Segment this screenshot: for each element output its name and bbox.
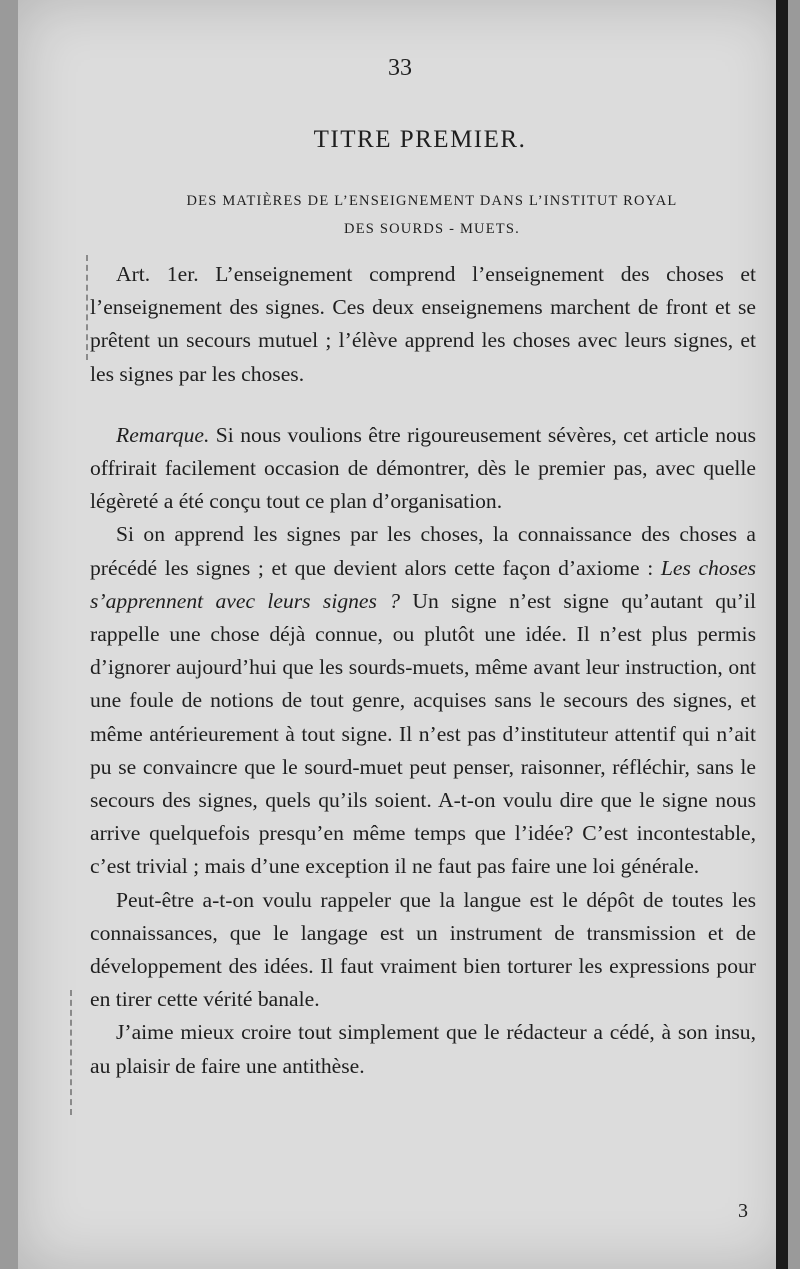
paragraph-langue: Peut-être a-t-on voulu rappeler que la langue est le dépôt de toutes les connaissances, que le langage est un instrument de transmission et de développement des idées. Il faut vraiment bien torturer les expressions pour en tirer cette vérité banale. xyxy=(90,887,756,1012)
chapter-title: TITRE PREMIER. xyxy=(313,126,527,153)
subtitle-line-1: DES MATIÈRES DE L’ENSEIGNEMENT DANS L’INSTITUT ROYAL xyxy=(186,193,678,209)
axiom-quote: Les choses s’apprennent avec leurs signes ? xyxy=(90,555,757,613)
paragraph-signes-end: Un signe n’est signe qu’autant qu’il rappelle une chose déjà connue, ou plutôt une idée. Il n’est plus permis d’ignorer aujourd’hui que les sourds-muets, même avant leur instruction, ont une foule de notions de tout genre, acquises sans le secours des signes, et même antérieurement à tout signe. Il n’est pas d’instituteur attentif qui n’ait pu se convaincre que le sourd-muet peut penser, raisonner, réfléchir, sans le secours des signes, quels qu’ils soient. A-t-on voulu dire que le signe nous arrive quelquefois presqu’en même temps que l’idée? C’est incontestable, c’est trivial ; mais d’une exception il ne faut pas faire une loi générale. xyxy=(90,588,757,879)
margin-mark xyxy=(70,990,80,1115)
signature-mark: 3 xyxy=(738,1200,748,1222)
paragraph-antithese: J’aime mieux croire tout simplement que le rédacteur a cédé, à son insu, au plaisir de faire une antithèse. xyxy=(90,1020,756,1078)
page-edge xyxy=(776,0,788,1269)
remarque-text: Si nous voulions être rigoureusement sévères, cet article nous offrirait facilement occasion de démontrer, dès le premier pas, avec quelle légèreté a été conçu tout ce plan d’organisation. xyxy=(90,422,756,514)
paragraph-signes-start: Si on apprend les signes par les choses, la connaissance des choses a précédé les signes ; et que devient alors cette façon d’axiome : xyxy=(90,522,756,580)
paragraph-remarque xyxy=(90,419,756,519)
body-text xyxy=(90,258,756,1083)
subtitle-line-2: DES SOURDS - MUETS. xyxy=(344,221,520,237)
remarque-label: Remarque. xyxy=(116,422,210,447)
page-number: 33 xyxy=(388,55,412,81)
paragraph-article: Art. 1er. L’enseignement comprend l’enseignement des choses et l’enseignement des signes. Ces deux enseignemens marchent de front et se prêtent un secours mutuel ; l’élève apprend les choses avec leurs signes, et les signes par les choses. xyxy=(90,262,756,386)
paragraph-signes xyxy=(90,518,756,883)
chapter-subtitle xyxy=(112,187,752,243)
